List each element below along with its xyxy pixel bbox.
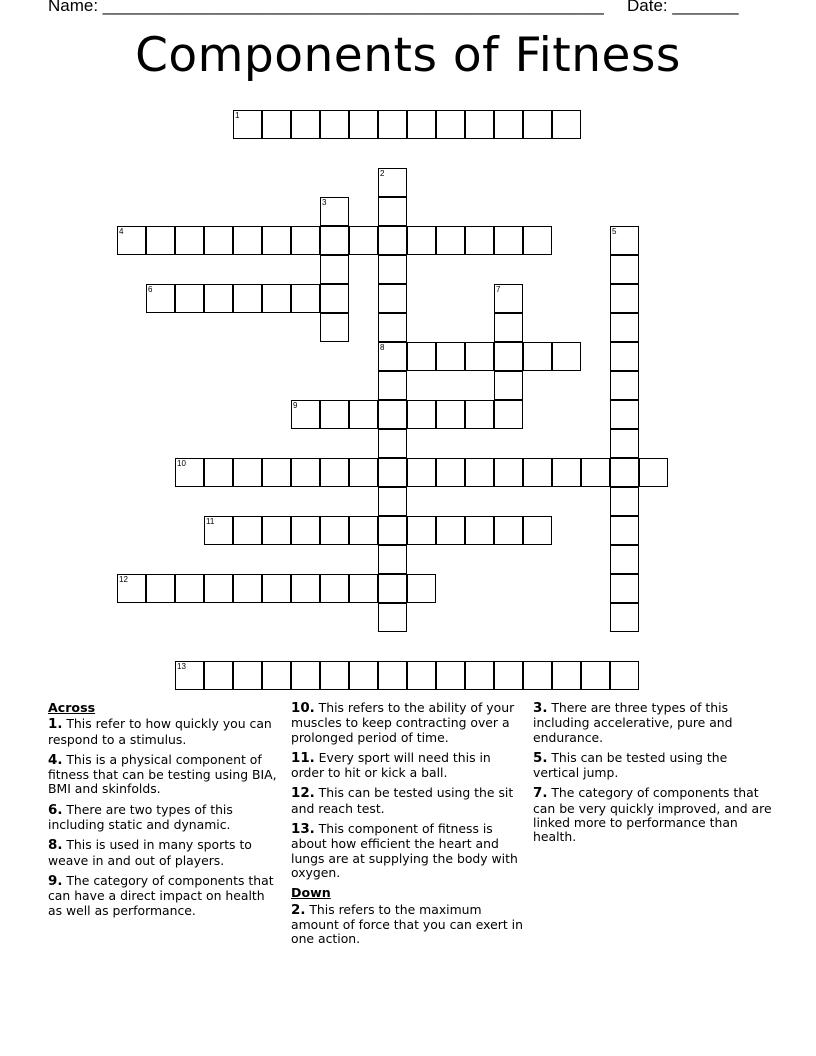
- grid-cell[interactable]: [378, 603, 407, 632]
- clue-item-text: There are three types of this including accelerative, pure and endurance.: [533, 700, 733, 745]
- clue-item: [533, 786, 773, 844]
- grid-cell[interactable]: [494, 400, 523, 429]
- grid-cell[interactable]: [465, 342, 494, 371]
- clue-item-text: The category of components that can be very quickly improved, and are linked more to performance than health.: [533, 785, 772, 845]
- clue-item-text: There are two types of this including static and dynamic.: [48, 801, 233, 833]
- grid-cell[interactable]: [494, 458, 523, 487]
- grid-cell[interactable]: [407, 661, 436, 690]
- grid-cell[interactable]: [233, 110, 262, 139]
- clue-number: 12: [119, 575, 128, 584]
- grid-cell[interactable]: [204, 661, 233, 690]
- grid-cell[interactable]: [204, 516, 233, 545]
- grid-cell[interactable]: [552, 661, 581, 690]
- clue-item: [291, 786, 527, 816]
- grid-cell[interactable]: [436, 661, 465, 690]
- grid-cell[interactable]: [436, 400, 465, 429]
- grid-cell[interactable]: [233, 458, 262, 487]
- grid-cell[interactable]: [320, 226, 349, 255]
- grid-cell[interactable]: [291, 110, 320, 139]
- clue-item-number: 13.: [291, 822, 315, 838]
- clue-item-text: This can be tested using the vertical jump.: [533, 749, 728, 781]
- clue-item: [533, 751, 773, 781]
- grid-cell[interactable]: [378, 197, 407, 226]
- clue-item-number: 3.: [533, 701, 548, 716]
- grid-cell[interactable]: [407, 574, 436, 603]
- clue-number: 11: [206, 517, 215, 526]
- grid-cell[interactable]: [262, 574, 291, 603]
- grid-cell[interactable]: [436, 110, 465, 139]
- grid-cell[interactable]: [349, 516, 378, 545]
- clue-item-text: The category of components that can have a direct impact on health as well as performance.: [48, 872, 274, 918]
- clue-item-number: 5.: [533, 750, 548, 766]
- clue-item: [48, 838, 280, 868]
- grid-cell[interactable]: [378, 226, 407, 255]
- grid-cell[interactable]: [378, 255, 407, 284]
- grid-cell[interactable]: [378, 516, 407, 545]
- grid-cell[interactable]: [494, 313, 523, 342]
- grid-cell[interactable]: [523, 342, 552, 371]
- clue-number: 6: [148, 285, 153, 294]
- grid-cell[interactable]: [552, 458, 581, 487]
- grid-cell[interactable]: [378, 313, 407, 342]
- grid-cell[interactable]: [610, 342, 639, 371]
- grid-cell[interactable]: [523, 110, 552, 139]
- grid-cell[interactable]: [146, 284, 175, 313]
- grid-cell[interactable]: [610, 400, 639, 429]
- grid-cell[interactable]: [378, 661, 407, 690]
- grid-cell[interactable]: [320, 313, 349, 342]
- clue-item: [48, 874, 280, 918]
- grid-cell[interactable]: [407, 110, 436, 139]
- clues-column-1: [48, 701, 280, 924]
- grid-cell[interactable]: [378, 400, 407, 429]
- clues-column-3: [533, 701, 773, 851]
- grid-cell[interactable]: [320, 110, 349, 139]
- clue-item-number: 2.: [291, 902, 306, 918]
- grid-cell[interactable]: [552, 342, 581, 371]
- grid-cell[interactable]: [262, 284, 291, 313]
- grid-cell[interactable]: [523, 516, 552, 545]
- grid-cell[interactable]: [349, 661, 378, 690]
- grid-cell[interactable]: [523, 458, 552, 487]
- grid-cell[interactable]: [349, 458, 378, 487]
- grid-cell[interactable]: [610, 284, 639, 313]
- grid-cell[interactable]: [291, 226, 320, 255]
- grid-cell[interactable]: [233, 516, 262, 545]
- grid-cell[interactable]: [349, 226, 378, 255]
- grid-cell[interactable]: [146, 574, 175, 603]
- clue-item-text: This can be tested using the sit and reach test.: [291, 785, 514, 816]
- grid-cell[interactable]: [349, 574, 378, 603]
- grid-cell[interactable]: [291, 400, 320, 429]
- grid-cell[interactable]: [610, 371, 639, 400]
- grid-cell[interactable]: [552, 110, 581, 139]
- grid-cell[interactable]: [233, 661, 262, 690]
- grid-cell[interactable]: [610, 545, 639, 574]
- grid-cell[interactable]: [407, 342, 436, 371]
- grid-cell[interactable]: [465, 110, 494, 139]
- clue-item-number: 11.: [291, 750, 315, 766]
- grid-cell[interactable]: [378, 574, 407, 603]
- clue-item-number: 6.: [48, 802, 63, 818]
- grid-cell[interactable]: [291, 574, 320, 603]
- grid-cell[interactable]: [204, 226, 233, 255]
- grid-cell[interactable]: [581, 458, 610, 487]
- grid-cell[interactable]: [320, 255, 349, 284]
- grid-cell[interactable]: [436, 458, 465, 487]
- clue-number: 13: [177, 662, 186, 671]
- grid-cell[interactable]: [494, 661, 523, 690]
- grid-cell[interactable]: [204, 458, 233, 487]
- grid-cell[interactable]: [320, 661, 349, 690]
- grid-cell[interactable]: [494, 516, 523, 545]
- grid-cell[interactable]: [610, 603, 639, 632]
- name-field-label[interactable]: Name: _____________________________________________________: [48, 0, 604, 15]
- clue-item: [48, 717, 280, 747]
- grid-cell[interactable]: [494, 342, 523, 371]
- grid-cell[interactable]: [204, 284, 233, 313]
- grid-cell[interactable]: [175, 226, 204, 255]
- grid-cell[interactable]: [436, 342, 465, 371]
- grid-cell[interactable]: [320, 516, 349, 545]
- grid-cell[interactable]: [465, 400, 494, 429]
- clues-column-2: [291, 701, 527, 952]
- grid-cell[interactable]: [378, 168, 407, 197]
- clue-number: 10: [177, 459, 186, 468]
- clue-item: [291, 822, 527, 880]
- grid-cell[interactable]: [378, 545, 407, 574]
- grid-cell[interactable]: [117, 226, 146, 255]
- grid-cell[interactable]: [320, 574, 349, 603]
- clue-number: 5: [612, 227, 617, 236]
- grid-cell[interactable]: [436, 226, 465, 255]
- grid-cell[interactable]: [233, 574, 262, 603]
- clue-item-text: Every sport will need this in order to hit or kick a ball.: [291, 749, 491, 781]
- grid-cell[interactable]: [262, 516, 291, 545]
- grid-cell[interactable]: [610, 661, 639, 690]
- grid-cell[interactable]: [262, 458, 291, 487]
- grid-cell[interactable]: [610, 429, 639, 458]
- grid-cell[interactable]: [581, 661, 610, 690]
- grid-cell[interactable]: [610, 458, 639, 487]
- clue-item: [291, 903, 527, 947]
- clue-number: 3: [322, 198, 327, 207]
- clue-number: 4: [119, 227, 124, 236]
- clue-item: [48, 803, 280, 833]
- grid-cell[interactable]: [465, 661, 494, 690]
- clue-item-text: This is used in many sports to weave in and out of players.: [48, 837, 252, 868]
- grid-cell[interactable]: [610, 226, 639, 255]
- grid-cell[interactable]: [320, 284, 349, 313]
- grid-cell[interactable]: [320, 400, 349, 429]
- grid-cell[interactable]: [291, 284, 320, 313]
- grid-cell[interactable]: [378, 429, 407, 458]
- grid-cell[interactable]: [349, 110, 378, 139]
- clue-number: 8: [380, 343, 385, 352]
- clue-item-number: 4.: [48, 752, 63, 768]
- grid-cell[interactable]: [378, 342, 407, 371]
- page-title: Components of Fitness: [135, 28, 681, 83]
- grid-cell[interactable]: [465, 516, 494, 545]
- clue-number: 9: [293, 401, 298, 410]
- clue-item: [291, 701, 527, 745]
- grid-cell[interactable]: [262, 661, 291, 690]
- grid-cell[interactable]: [523, 226, 552, 255]
- grid-cell[interactable]: [291, 458, 320, 487]
- grid-cell[interactable]: [378, 284, 407, 313]
- grid-cell[interactable]: [262, 226, 291, 255]
- clue-item: [533, 701, 773, 745]
- grid-cell[interactable]: [407, 226, 436, 255]
- clue-item-number: 8.: [48, 838, 63, 854]
- grid-cell[interactable]: [610, 313, 639, 342]
- grid-cell[interactable]: [233, 284, 262, 313]
- clue-item-number: 9.: [48, 873, 63, 889]
- clue-item: [291, 751, 527, 781]
- grid-cell[interactable]: [610, 516, 639, 545]
- clue-item-number: 10.: [291, 701, 315, 716]
- clue-item-number: 1.: [48, 717, 63, 733]
- grid-cell[interactable]: [494, 284, 523, 313]
- grid-cell[interactable]: [523, 661, 552, 690]
- grid-cell[interactable]: [494, 110, 523, 139]
- grid-cell[interactable]: [378, 458, 407, 487]
- clue-item-text: This component of fitness is about how efficient the heart and lungs are at supplying the body with oxygen.: [291, 821, 518, 880]
- grid-cell[interactable]: [175, 661, 204, 690]
- grid-cell[interactable]: [378, 371, 407, 400]
- grid-cell[interactable]: [175, 284, 204, 313]
- grid-cell[interactable]: [320, 197, 349, 226]
- clue-item-number: 12.: [291, 786, 315, 802]
- clue-item-text: This refer to how quickly you can respond to a stimulus.: [48, 716, 272, 747]
- grid-cell[interactable]: [494, 371, 523, 400]
- grid-cell[interactable]: [407, 400, 436, 429]
- grid-cell[interactable]: [349, 400, 378, 429]
- grid-cell[interactable]: [639, 458, 668, 487]
- grid-cell[interactable]: [233, 226, 262, 255]
- grid-cell[interactable]: [378, 487, 407, 516]
- grid-cell[interactable]: [117, 574, 146, 603]
- grid-cell[interactable]: [494, 226, 523, 255]
- down-heading: Down: [291, 885, 331, 901]
- grid-cell[interactable]: [291, 516, 320, 545]
- grid-cell[interactable]: [146, 226, 175, 255]
- grid-cell[interactable]: [407, 516, 436, 545]
- clue-number: 7: [496, 285, 501, 294]
- grid-cell[interactable]: [262, 110, 291, 139]
- grid-cell[interactable]: [610, 487, 639, 516]
- grid-cell[interactable]: [407, 458, 436, 487]
- grid-cell[interactable]: [465, 458, 494, 487]
- grid-cell[interactable]: [204, 574, 233, 603]
- grid-cell[interactable]: [436, 516, 465, 545]
- clue-item-text: This refers to the maximum amount of force that you can exert in one action.: [291, 901, 523, 947]
- date-field-label[interactable]: Date: _______: [627, 0, 739, 15]
- clue-item-text: This refers to the ability of your muscles to keep contracting over a prolonged period of time.: [291, 700, 515, 745]
- grid-cell[interactable]: [610, 574, 639, 603]
- grid-cell[interactable]: [320, 458, 349, 487]
- across-heading: Across: [48, 700, 96, 715]
- clue-number: 1: [235, 111, 240, 120]
- clue-item-number: 7.: [533, 786, 548, 802]
- grid-cell[interactable]: [175, 574, 204, 603]
- clue-item-text: This is a physical component of fitness that can be testing using BIA, BMI and skinfolds.: [48, 751, 277, 797]
- grid-cell[interactable]: [291, 661, 320, 690]
- grid-cell[interactable]: [175, 458, 204, 487]
- grid-cell[interactable]: [610, 255, 639, 284]
- clue-number: 2: [380, 169, 385, 178]
- grid-cell[interactable]: [465, 226, 494, 255]
- clue-item: [48, 753, 280, 797]
- grid-cell[interactable]: [378, 110, 407, 139]
